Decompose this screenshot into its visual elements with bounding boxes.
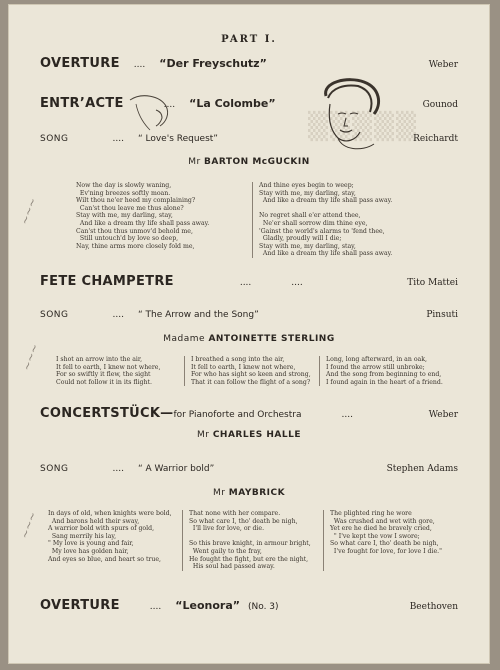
lyrics-column: The plighted ring he wore Was crushed and wet with gore, Yet ere he died he bravely cried, " I've kept the vow I swore; So what care I, tho' death be nigh, I've fought for love, for love I die.": [323, 510, 464, 571]
program-item-entracte: [40, 96, 458, 114]
lyrics-column: And thine eyes begin to weep; Stay with me, my darling, stay, And like a dream thy life shall pass away. No regret shall e'er attend thee, Ne'er shall sorrow dim thine eye, 'Gainst the world's alarms to 'fend thee, Gladly, proudly will I die; Stay with me, my darling, stay, And like a dream thy life shall pass away.: [252, 182, 435, 258]
item-heading: SONG: [40, 310, 69, 320]
item-heading: SONG: [40, 464, 69, 474]
item-heading: FETE CHAMPETRE: [40, 274, 174, 289]
lyrics-column: I shot an arrow into the air, It fell to earth, I knew not where, For so swiftly it flew, the sight Could not follow it in its flight.: [56, 356, 161, 386]
leader-dots: ....: [133, 60, 146, 70]
leader-dots: ....: [112, 464, 124, 474]
performer-name: BARTON McGUCKIN: [204, 157, 310, 167]
performer-name: CHARLES HALLE: [212, 430, 301, 440]
item-composer: Tito Mattei: [407, 278, 458, 288]
item-heading: ENTR’ACTE: [40, 96, 124, 111]
performer-line: [8, 334, 490, 344]
performer-prefix: Mr: [188, 157, 205, 167]
lyrics-column: That none with her compare. So what care I, tho' death be nigh, I'll live for love, or die. So this brave knight, in armour bright, Went gaily to the fray, He fought the fight, but ere the night, His soul had passed away.: [182, 510, 323, 571]
program-item-concertstuck: [40, 406, 458, 424]
item-composer: Weber: [428, 60, 458, 70]
leader-dots: ....: [163, 100, 176, 110]
lyrics-column: I breathed a song into the air, It fell to earth, I knew not where, For who has sight so keen and strong, That it can follow the flight of a song?: [184, 356, 319, 386]
item-composer: Beethoven: [409, 602, 458, 612]
program-item-overture-2: [40, 598, 458, 616]
item-note: (No. 3): [247, 602, 279, 612]
item-heading: OVERTURE: [40, 56, 120, 71]
program-item-song-warrior: [40, 464, 458, 482]
performer-prefix: Mr: [197, 430, 213, 440]
item-suffix: for Pianoforte and Orchestra: [173, 410, 302, 420]
performer-name: ANTOINETTE STERLING: [208, 334, 335, 344]
program-item-fete-champetre: [40, 274, 458, 292]
lyrics-loves-request: [70, 182, 435, 258]
leader-dots: ....: [149, 602, 162, 612]
leader-dots: ....: [112, 310, 124, 320]
margin-note-1: ~~~: [18, 196, 40, 227]
performer-line: [8, 488, 490, 498]
item-title: “ Love's Request”: [137, 134, 218, 144]
lyrics-warrior-bold: [42, 510, 464, 571]
item-title: “Der Freyschutz”: [159, 57, 267, 70]
item-title: “ The Arrow and the Song”: [137, 310, 259, 320]
leader-dots-2: ....: [291, 278, 303, 288]
leader-dots: ....: [239, 278, 252, 288]
program-item-overture-1: [40, 56, 458, 74]
performer-line: [8, 430, 490, 440]
program-page: [8, 4, 490, 664]
leader-dots: ....: [112, 134, 124, 144]
lyrics-column: Now the day is slowly waning, Ev'ning breezes softly moan. Wilt thou ne'er heed my complaining? Can'st thou leave me thus alone? Stay with me, my darling, stay, And like a dream thy life shall pass away. Can'st thou thus unmov'd behold me, Still untouch'd by love so deep, Nay, thine arms more closely fold me,: [76, 182, 210, 250]
program-item-song-arrow: [40, 310, 458, 328]
item-heading: OVERTURE: [40, 598, 120, 613]
performer-prefix: Madame: [163, 334, 209, 344]
bleed-through-texture: ▒▒▒▒▒: [308, 112, 418, 142]
leader-dots: ....: [341, 410, 353, 420]
item-title: “ A Warrior bold”: [137, 464, 215, 474]
lyrics-column: In days of old, when knights were bold, And barons held their sway, A warrior bold with spurs of gold, Sang merrily his lay, " My love is young and fair, My love has golden hair, And eyes so blue, and heart so true,: [48, 510, 172, 563]
performer-name: MAYBRICK: [228, 488, 286, 498]
performer-prefix: Mr: [212, 488, 229, 498]
item-heading: CONCERTSTÜCK—: [40, 406, 174, 421]
item-composer: Weber: [428, 410, 458, 420]
lyrics-column: Long, long afterward, in an oak, I found the arrow still unbroke; And the song from beginning to end, I found again in the heart of a friend.: [319, 356, 454, 386]
part-label: PART I.: [221, 34, 277, 45]
item-title: “La Colombe”: [189, 97, 276, 110]
margin-note-2: ~~~: [20, 342, 42, 373]
program-item-song-loves-request: [40, 134, 458, 152]
item-heading: SONG: [40, 134, 69, 144]
item-composer: Reichardt: [413, 134, 458, 144]
item-composer: Gounod: [422, 100, 458, 110]
item-title: “Leonora”: [175, 599, 240, 612]
performer-line: [8, 157, 490, 167]
item-composer: Stephen Adams: [386, 464, 458, 474]
lyrics-arrow-song: [50, 356, 454, 386]
margin-note-3: ~~~: [18, 510, 40, 541]
item-composer: Pinsuti: [426, 310, 458, 320]
